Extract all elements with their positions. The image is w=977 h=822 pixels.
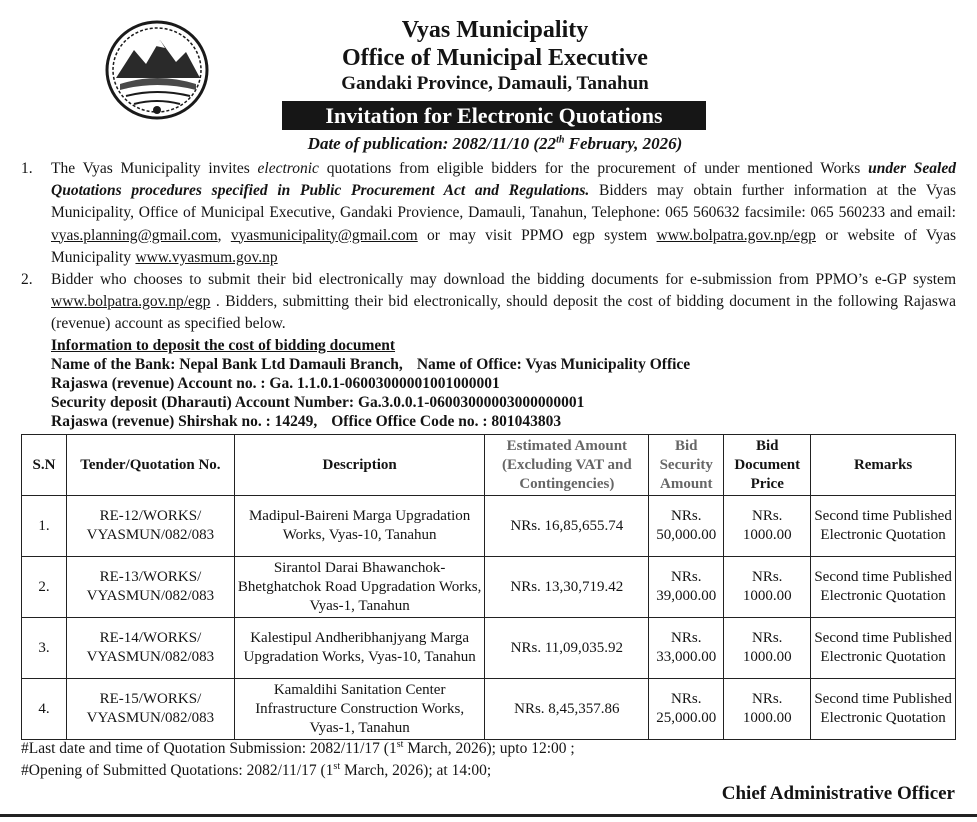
col-header-remarks: Remarks (811, 435, 956, 496)
bolpatra-egp-link-2[interactable]: www.bolpatra.gov.np/egp (51, 293, 211, 311)
col-header-description: Description (234, 435, 485, 496)
table-row (22, 557, 956, 618)
cell-bid-security: NRs. 39,000.00 (649, 557, 724, 618)
shirshak-number: Rajaswa (revenue) Shirshak no. : 14249, (51, 413, 318, 430)
office-address: Gandaki Province, Damauli, Tanahun (341, 73, 649, 94)
cell-description: Kalestipul Andheribhanjyang Marga Upgradation Works, Vyas-10, Tanahun (234, 618, 485, 679)
deposit-info-heading: Information to deposit the cost of bidding document (51, 337, 396, 354)
email-planning-link[interactable]: vyas.planning@gmail.com (51, 226, 218, 244)
vyas-website-link[interactable]: www.vyasmum.gov.np (135, 248, 278, 266)
col-header-sn: S.N (22, 435, 67, 496)
table-row (22, 496, 956, 557)
municipality-name: Vyas Municipality (401, 17, 589, 43)
cell-estimated-amount: NRs. 11,09,035.92 (485, 618, 649, 679)
rajaswa-account: Rajaswa (revenue) Account no. : Ga. 1.1.0.1-06003000001001000001 (51, 375, 500, 392)
cell-remarks: Second time Published Electronic Quotation (811, 557, 956, 618)
para-1: The Vyas Municipality invites electronic quotations from eligible bidders for the procurement of under mentioned Works under Sealed Quotations procedures specified in Public Procurement Act and Regulations. Bidders may obtain further information at the Vyas Municipality, Office of Municipal Executive, Gandaki Provience, Damauli, Tanahun, Telephone: 065 560632 facsimile: 065 560233 and email: vyas.planning@gmail.com, vyasmunicipality@gmail.com or may visit PPMO egp system www.bolpatra.gov.np/egp or website of Vyas Municipality www.vyasmum.gov.np (51, 160, 957, 266)
municipality-emblem-logo (104, 18, 210, 122)
notice-title-banner: Invitation for Electronic Quotations (282, 101, 706, 130)
cell-bid-document-price: NRs. 1000.00 (724, 618, 811, 679)
cell-sn: 1. (22, 496, 67, 557)
cell-tender: RE-15/WORKS/ VYASMUN/082/083 (66, 679, 234, 740)
cell-remarks: Second time Published Electronic Quotation (811, 496, 956, 557)
shirshak-line (51, 412, 956, 432)
cell-bid-security: NRs. 25,000.00 (649, 679, 724, 740)
office-name: Office of Municipal Executive (342, 45, 648, 71)
cell-tender: RE-12/WORKS/ VYASMUN/082/083 (66, 496, 234, 557)
publication-date: Date of publication: 2082/11/10 (22th February, 2026) (307, 134, 683, 153)
cell-bid-document-price: NRs. 1000.00 (724, 557, 811, 618)
cell-tender: RE-13/WORKS/ VYASMUN/082/083 (66, 557, 234, 618)
cell-estimated-amount: NRs. 16,85,655.74 (485, 496, 649, 557)
bank-name: Name of the Bank: Nepal Bank Ltd Damauli Branch, (51, 356, 403, 373)
cell-sn: 3. (22, 618, 67, 679)
cell-estimated-amount: NRs. 8,45,357.86 (485, 679, 649, 740)
submission-deadline: #Last date and time of Quotation Submission: 2082/11/17 (1st March, 2026); upto 12:00 ; (21, 738, 575, 757)
email-municipality-link[interactable]: vyasmunicipality@gmail.com (230, 226, 418, 244)
cell-description: Madipul-Baireni Marga Upgradation Works, Vyas-10, Tanahun (234, 496, 485, 557)
col-header-bid-security: Bid Security Amount (649, 435, 724, 496)
bottom-rule (0, 814, 977, 817)
table-row (22, 618, 956, 679)
cell-bid-document-price: NRs. 1000.00 (724, 679, 811, 740)
cell-bid-security: NRs. 33,000.00 (649, 618, 724, 679)
cell-remarks: Second time Published Electronic Quotation (811, 679, 956, 740)
para-2-number: 2. (21, 271, 33, 288)
cell-description: Sirantol Darai Bhawanchok-Bhetghatchok Road Upgradation Works, Vyas-1, Tanahun (234, 557, 485, 618)
cell-tender: RE-14/WORKS/ VYASMUN/082/083 (66, 618, 234, 679)
office-code: Office Office Code no. : 801043803 (331, 413, 562, 430)
signatory-title: Chief Administrative Officer (721, 783, 955, 804)
table-header-row (22, 435, 956, 496)
para-1-number: 1. (21, 160, 33, 177)
para-2: Bidder who chooses to submit their bid electronically may download the bidding documents for e-submission from PPMO’s e-GP system www.bolpatra.gov.np/egp . Bidders, submitting their bid electronically, should deposit the cost of bidding document in the following Rajaswa (revenue) account as specified below. (51, 271, 956, 333)
cell-bid-document-price: NRs. 1000.00 (724, 496, 811, 557)
table-row (22, 679, 956, 740)
cell-description: Kamaldihi Sanitation Center Infrastructure Construction Works, Vyas-1, Tanahun (234, 679, 485, 740)
cell-estimated-amount: NRs. 13,30,719.42 (485, 557, 649, 618)
col-header-estimated-amount: Estimated Amount (Excluding VAT and Contingencies) (485, 435, 649, 496)
cell-bid-security: NRs. 50,000.00 (649, 496, 724, 557)
cell-remarks: Second time Published Electronic Quotation (811, 618, 956, 679)
bank-info-line (51, 355, 956, 375)
security-deposit-account: Security deposit (Dharauti) Account Number: Ga.3.0.0.1-06003000003000000001 (51, 394, 585, 411)
col-header-tender: Tender/Quotation No. (66, 435, 234, 496)
cell-sn: 4. (22, 679, 67, 740)
quotation-table (21, 434, 956, 740)
opening-date: #Opening of Submitted Quotations: 2082/11/17 (1st March, 2026); at 14:00; (21, 760, 492, 779)
cell-sn: 2. (22, 557, 67, 618)
office-name-bank: Name of Office: Vyas Municipality Office (416, 356, 691, 373)
col-header-bid-document-price: Bid Document Price (724, 435, 811, 496)
bolpatra-egp-link[interactable]: www.bolpatra.gov.np/egp (656, 226, 816, 244)
